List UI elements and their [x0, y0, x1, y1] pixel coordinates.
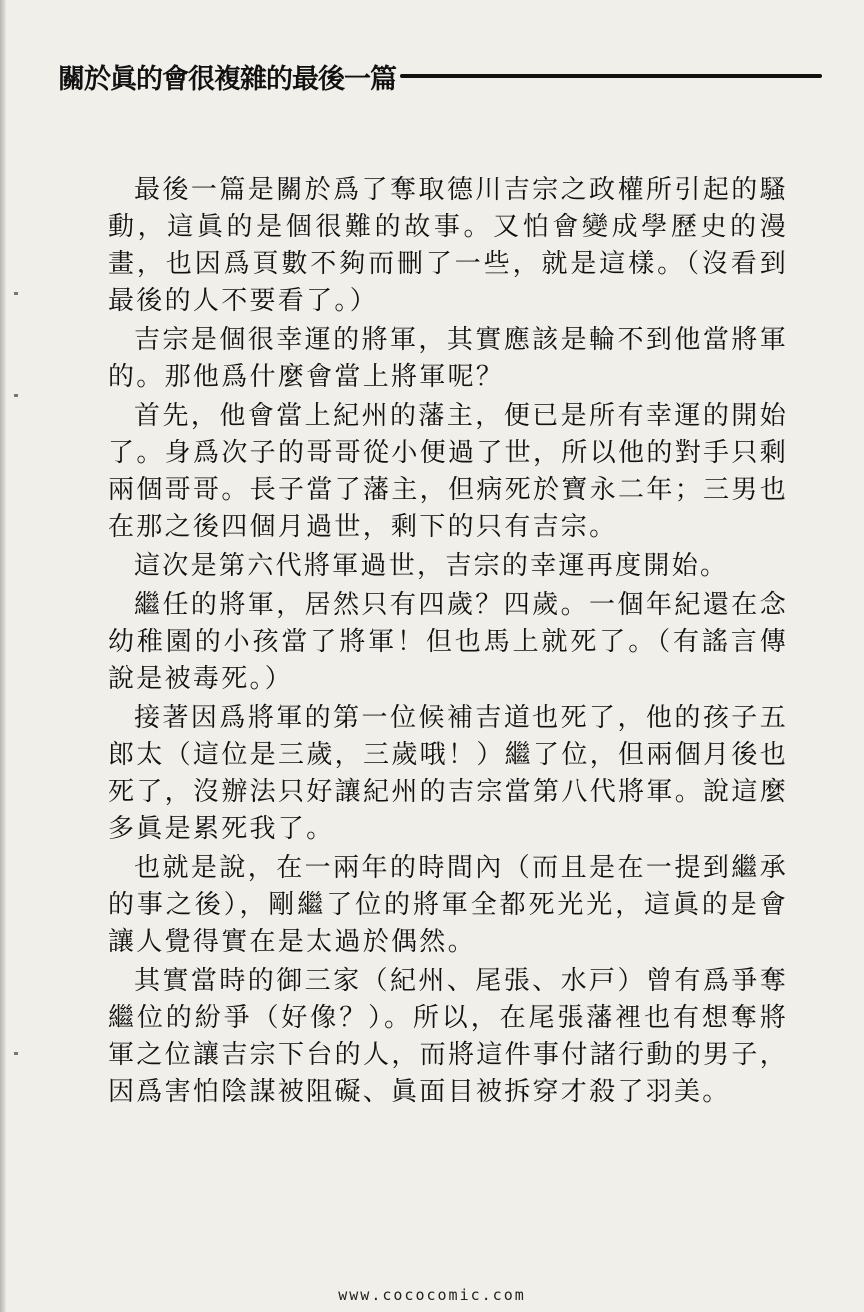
paragraph-8: 其實當時的御三家（紀州、尾張、水戸）曾有爲爭奪繼位的紛爭（好像？）。所以，在尾張藩裡也有想奪將軍之位讓吉宗下台的人，而將這件事付諸行動的男子，因爲害怕陰謀被阻礙、眞面目被拆穿才殺了羽美。 — [108, 966, 788, 1107]
paragraph-5: 繼任的將軍，居然只有四歲？四歲。一個年紀還在念幼稚園的小孩當了將軍！但也馬上就死了。（有謠言傳說是被毒死。） — [108, 590, 788, 694]
paragraph-6: 接著因爲將軍的第一位候補吉道也死了，他的孩子五郎太（這位是三歲，三歲哦！）繼了位，但兩個月後也死了，沒辦法只好讓紀州的吉宗當第八代將軍。說這麼多眞是累死我了。 — [108, 703, 788, 844]
footer-watermark: www.cococomic.com — [338, 1286, 526, 1304]
page-left-edge — [0, 0, 6, 1312]
paragraph-3: 首先，他會當上紀州的藩主，便已是所有幸運的開始了。身爲次子的哥哥從小便過了世，所以他的對手只剩兩個哥哥。長子當了藩主，但病死於寶永二年；三男也在那之後四個月過世，剩下的只有吉宗。 — [108, 401, 788, 542]
margin-mark — [14, 292, 18, 295]
article-body — [108, 172, 788, 1113]
paragraph-7: 也就是說，在一兩年的時間內（而且是在一提到繼承的事之後），剛繼了位的將軍全都死光光，這眞的是會讓人覺得實在是太過於偶然。 — [108, 853, 788, 957]
paragraph-2: 吉宗是個很幸運的將軍，其實應該是輪不到他當將軍的。那他爲什麼會當上將軍呢？ — [108, 325, 788, 392]
page-header — [58, 56, 822, 96]
title-rule — [400, 74, 822, 78]
paragraph-1: 最後一篇是關於爲了奪取德川吉宗之政權所引起的騷動，這眞的是個很難的故事。又怕會變成學歷史的漫畫，也因爲頁數不夠而刪了一些，就是這樣。（沒看到最後的人不要看了。） — [108, 175, 788, 316]
paragraph-4: 這次是第六代將軍過世，吉宗的幸運再度開始。 — [134, 551, 729, 581]
margin-mark — [14, 1052, 18, 1055]
page-title: 關於眞的會很複雜的最後一篇 — [58, 63, 396, 95]
margin-mark — [14, 394, 18, 397]
